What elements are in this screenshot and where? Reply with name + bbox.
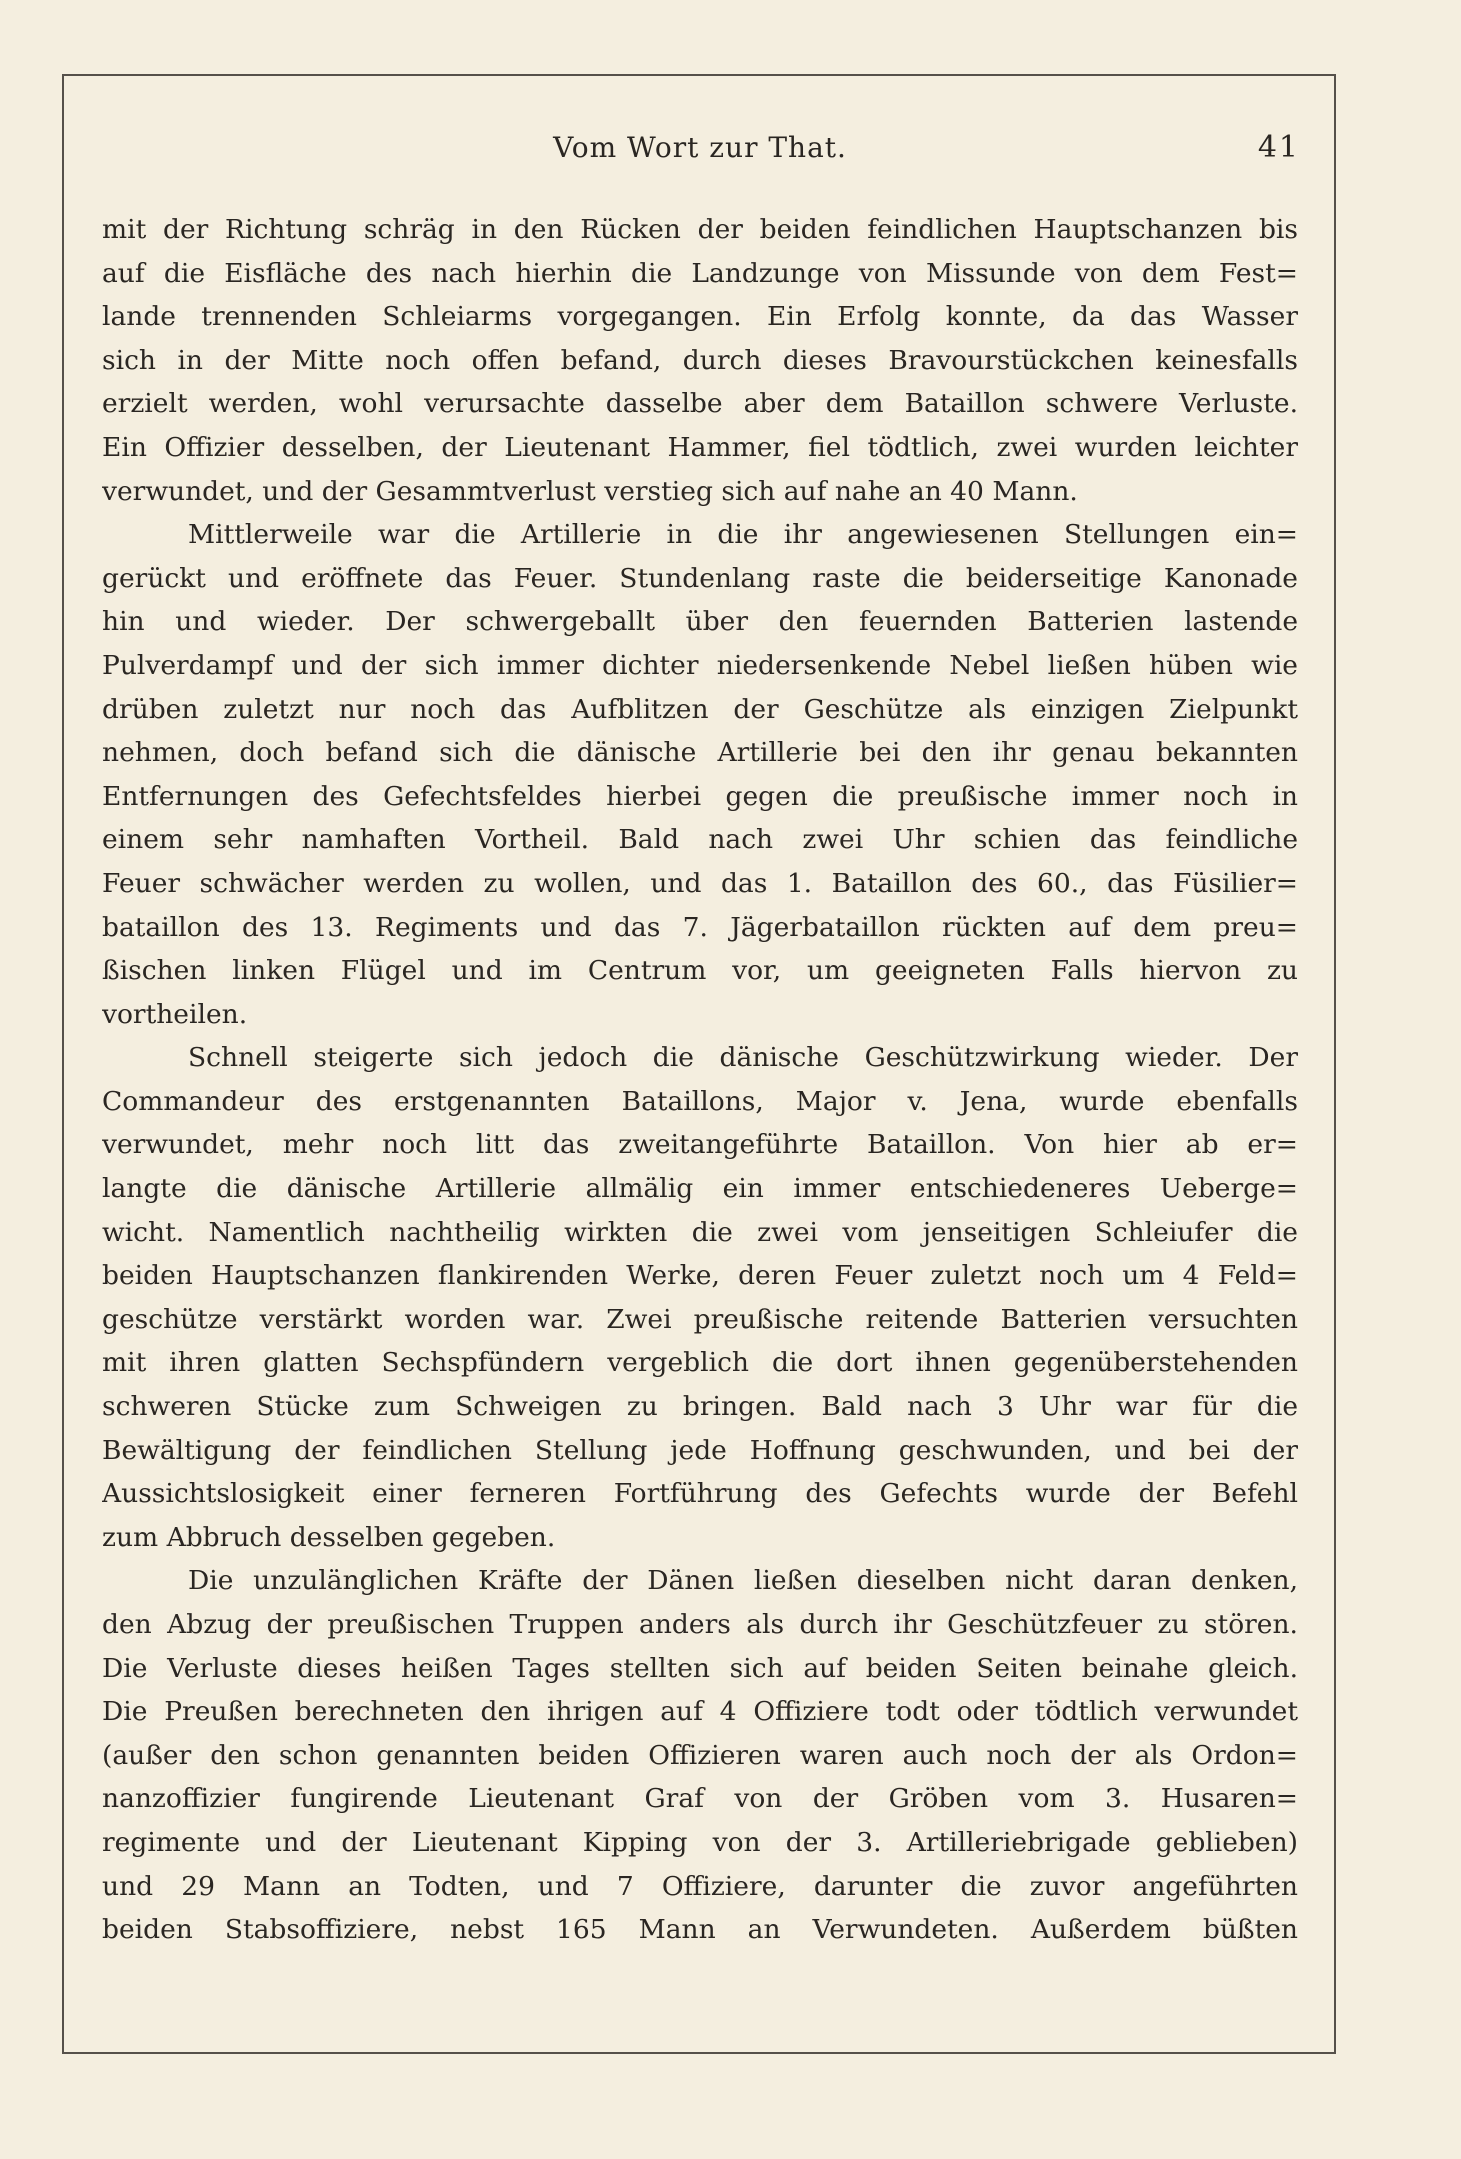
text-line: mit ihren glatten Sechspfündern vergeblich die dort ihnen gegenüberstehenden — [102, 1347, 1298, 1379]
page-number: 41 — [1257, 130, 1300, 165]
text-line: geschütze verstärkt worden war. Zwei preußische reitende Batterien versuchten — [102, 1303, 1298, 1335]
text-line: verwundet, mehr noch litt das zweitangeführte Bataillon. Von hier ab er= — [102, 1129, 1298, 1161]
text-line: Ein Offizier desselben, der Lieutenant Hammer, fiel tödtlich, zwei wurden leichter — [102, 431, 1298, 463]
text-line: und 29 Mann an Todten, und 7 Offiziere, darunter die zuvor angeführten — [102, 1870, 1298, 1902]
text-line: Commandeur des erstgenannten Bataillons, Major v. Jena, wurde ebenfalls — [102, 1085, 1298, 1117]
text-line: gerückt und eröffnete das Feuer. Stundenlang raste die beiderseitige Kanonade — [102, 562, 1298, 594]
text-line: lande trennenden Schleiarms vorgegangen. Ein Erfolg konnte, da das Wasser — [102, 301, 1298, 333]
text-line: langte die dänische Artillerie allmälig ein immer entschiedeneres Ueberge= — [102, 1173, 1298, 1205]
text-line: Pulverdampf und der sich immer dichter niedersenkende Nebel ließen hüben wie — [102, 649, 1298, 681]
text-line: Die Preußen berechneten den ihrigen auf 4 Offiziere todt oder tödtlich verwundet — [102, 1696, 1298, 1728]
text-line: Die Verluste dieses heißen Tages stellten sich auf beiden Seiten beinahe gleich. — [102, 1652, 1298, 1684]
text-line: Feuer schwächer werden zu wollen, und das 1. Bataillon des 60., das Füsilier= — [102, 867, 1298, 899]
text-line: Aussichtslosigkeit einer ferneren Fortführung des Gefechts wurde der Befehl — [102, 1478, 1298, 1510]
text-line: hin und wieder. Der schwergeballt über den feuernden Batterien lastende — [102, 606, 1298, 638]
text-line: regimente und der Lieutenant Kipping von der 3. Artilleriebrigade geblieben) — [102, 1826, 1298, 1858]
text-line: beiden Hauptschanzen flankirenden Werke, deren Feuer zuletzt noch um 4 Feld= — [102, 1260, 1298, 1292]
text-line: Schnell steigerte sich jedoch die dänische Geschützwirkung wieder. Der — [188, 1042, 1298, 1074]
text-line: nanzoffizier fungirende Lieutenant Graf von der Gröben vom 3. Husaren= — [102, 1783, 1298, 1815]
text-line: Mittlerweile war die Artillerie in die ihr angewiesenen Stellungen ein= — [188, 519, 1298, 551]
text-line: ßischen linken Flügel und im Centrum vor, um geeigneten Falls hiervon zu — [102, 955, 1298, 987]
text-line: drüben zuletzt nur noch das Aufblitzen der Geschütze als einzigen Zielpunkt — [102, 693, 1298, 725]
text-line: Die unzulänglichen Kräfte der Dänen ließen dieselben nicht daran denken, — [188, 1565, 1298, 1597]
text-line: schweren Stücke zum Schweigen zu bringen. Bald nach 3 Uhr war für die — [102, 1391, 1298, 1423]
text-line: auf die Eisfläche des nach hierhin die Landzunge von Missunde von dem Fest= — [102, 257, 1298, 289]
text-line: mit der Richtung schräg in den Rücken der beiden feindlichen Hauptschanzen bis — [102, 214, 1298, 245]
text-line: sich in der Mitte noch offen befand, durch dieses Bravourstückchen keinesfalls — [102, 344, 1298, 376]
text-line: Bewältigung der feindlichen Stellung jede Hoffnung geschwunden, und bei der — [102, 1434, 1298, 1466]
text-line: nehmen, doch befand sich die dänische Artillerie bei den ihr genau bekannten — [102, 737, 1298, 769]
text-line: (außer den schon genannten beiden Offizieren waren auch noch der als Ordon= — [102, 1739, 1298, 1771]
running-title: Vom Wort zur That. — [553, 131, 847, 164]
text-line: Entfernungen des Gefechtsfeldes hierbei gegen die preußische immer noch in — [102, 780, 1298, 812]
body-text — [102, 208, 1298, 1952]
text-line: zum Abbruch desselben gegeben. — [102, 1521, 556, 1553]
running-head — [100, 118, 1300, 178]
text-line: vortheilen. — [102, 998, 248, 1030]
text-line: wicht. Namentlich nachtheilig wirkten die zwei vom jenseitigen Schleiufer die — [102, 1216, 1298, 1248]
text-line: beiden Stabsoffiziere, nebst 165 Mann an Verwundeten. Außerdem büßten — [102, 1914, 1298, 1946]
text-line: erzielt werden, wohl verursachte dasselbe aber dem Bataillon schwere Verluste. — [102, 388, 1298, 420]
text-line: einem sehr namhaften Vortheil. Bald nach zwei Uhr schien das feindliche — [102, 824, 1298, 856]
text-line: verwundet, und der Gesammtverlust verstieg sich auf nahe an 40 Mann. — [102, 475, 1078, 507]
text-line: bataillon des 13. Regiments und das 7. Jägerbataillon rückten auf dem preu= — [102, 911, 1298, 943]
text-line: den Abzug der preußischen Truppen anders als durch ihr Geschützfeuer zu stören. — [102, 1609, 1298, 1640]
